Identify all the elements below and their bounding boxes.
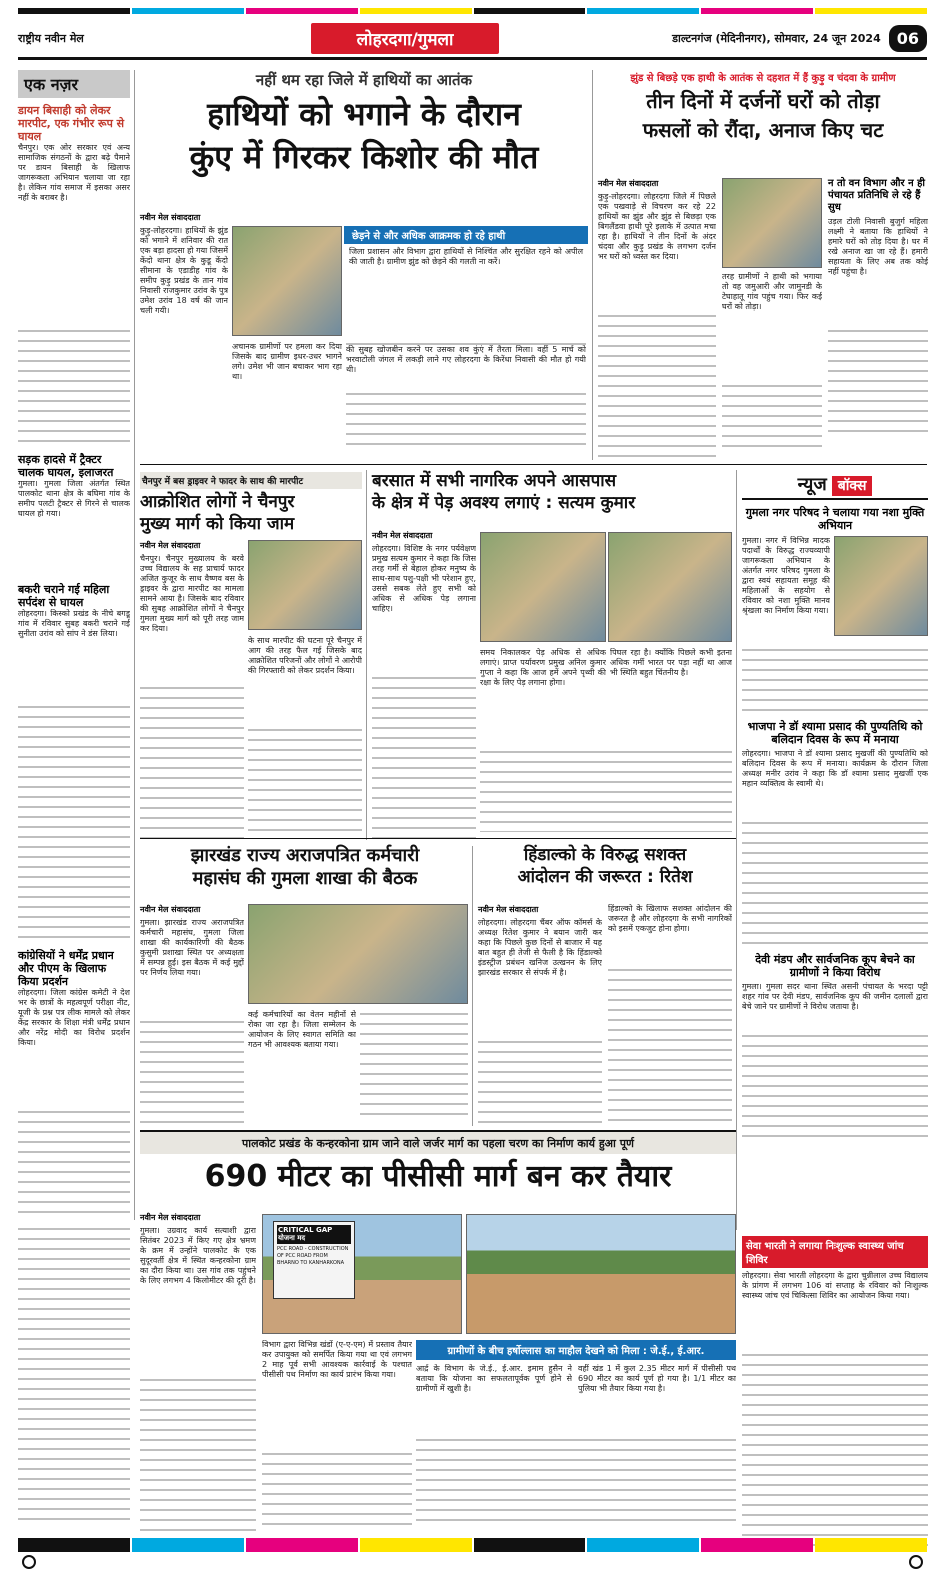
sidebar-item-title: कांग्रेसियों ने धर्मेंद्र प्रधान और पीएम के खिलाफ किया प्रदर्शन <box>18 949 114 988</box>
text-lines <box>478 1038 602 1128</box>
page-number: 06 <box>889 25 927 52</box>
text-lines <box>18 1225 130 1525</box>
news-box-bottom <box>742 1236 928 1551</box>
right-headline: तीन दिनों में दर्जनों घरों को तोड़ा <box>646 89 880 113</box>
right-body-2: तरह ग्रामीणों ने हाथी को भगाया तो वह जमुआरी और जामुनडी के टेघाहातू गांव पहुंच गया। फिर कई घरों को तोड़ा। <box>722 272 822 311</box>
mahasangh-body-2: कई कर्मचारियों का वेतन महीनों से रोका जा रहा है। जिला सम्मेलन के आयोजन के लिए स्वागत समिति का गठन भी आवश्यक बताया गया। <box>248 1010 356 1049</box>
news-box-item-title: भाजपा ने डॉ श्यामा प्रसाद की पुण्यतिथि को बलिदान दिवस के रूप में मनाया <box>747 720 923 746</box>
sidebar-item-body: गुमला। गुमला जिला अंतर्गत स्थित पालकोट थाना क्षेत्र के बघिमा गांव के समीप पलटी ट्रैक्टर से गिरने से चालक घायल हो गया। <box>18 479 130 518</box>
lead-byline-col <box>140 212 228 456</box>
news-box-label-red: बॉक्स <box>832 476 873 496</box>
right-side-title: न तो वन विभाग और न ही पंचायत प्रतिनिधि ले रहे हैं सुध <box>828 178 926 213</box>
road-kicker-band <box>140 1130 736 1154</box>
text-lines <box>18 1108 130 1218</box>
chainpur-body-2: के साथ मारपीट की घटना पूरे चैनपुर में आग की तरह फैल गई जिसके बाद आक्रोशित परिजनों और लोगों ने आरोपी की गिरफ्तारी को लेकर प्रदर्शन किया। <box>248 636 362 675</box>
byline: नवीन मेल संवाददाता <box>598 179 659 188</box>
news-box-item-body: लोहरदगा। भाजपा ने डॉ श्यामा प्रसाद मुखर्जी की पुण्यतिथि को बलिदान दिवस के रूप में मनाया। कार्यक्रम के दौरान जिला अध्यक्ष मनीर उरांव ने कहा कि डॉ श्यामा प्रसाद मुखर्जी एक महान व्यक्तित्व के स्वामी थे। <box>742 749 928 788</box>
lead-body-3: अचानक ग्रामीणों पर हमला कर दिया जिसके बाद ग्रामीण इधर-उधर भागने लगे। उमेश भी जान बचाकर भाग रहा था। <box>232 342 342 381</box>
byline: नवीन मेल संवाददाता <box>140 213 201 222</box>
tree-body-2: समय निकालकर पेड़ अधिक से अधिक लगाएं। प्राप्त पर्यावरण प्रमुख अनिल कुमार गुप्ता ने कहा कि आज हमें अपने पृथ्वी की रक्षा के लिए पेड़ लगाना होगा। <box>480 648 606 687</box>
lead-body: कुड़ु-लोहरदगा। हाथियों के झुंड को भगाने में शनिवार की रात एक बड़ा हादसा हो गया जिसमें केंदो थाना क्षेत्र के कुडू केंदो सीमाना के एडाडीह गांव के समीप कुड़ु प्रखंड के तान गांव निवासी राजकुमार उरांव के पुत्र उमेश उरांव 18 वर्ष की जान चली गयी। <box>140 226 228 315</box>
text-lines <box>480 748 732 832</box>
text-lines <box>416 1436 736 1528</box>
tree-story <box>372 472 732 513</box>
road-headline: 690 मीटर का पीसीसी मार्ग बन कर तैयार <box>204 1159 672 1194</box>
text-lines <box>18 327 130 447</box>
road-body-4: वहीं खंड 1 में कुल 2.35 मीटर मार्ग में पीसीसी पथ 690 मीटर का कार्य पूर्ण हो गया है। 1/1 मीटर का पुलिया भी तैयार किया गया है। <box>578 1364 736 1393</box>
lead-ribbon-wrap <box>344 226 588 244</box>
board-title: CRITICAL GAP योजना मद <box>277 1225 351 1244</box>
lead-kicker: नहीं थम रहा जिले में हाथियों का आतंक <box>255 71 473 89</box>
sidebar-item-title: बकरी चराने गई महिला सर्पदंश से घायल <box>18 583 110 609</box>
chainpur-story <box>140 472 362 534</box>
sidebar-ek-nazar <box>18 70 130 1220</box>
text-lines <box>742 1351 928 1551</box>
tree-photo <box>608 532 732 642</box>
text-lines <box>372 674 476 844</box>
sidebar-item-body: लोहरदगा। किस्को प्रखंड के नीचे बगडू गांव में रविवार सुबह बकरी चराने गई सुनीता उरांव को सांप ने डंस लिया। <box>18 609 130 638</box>
road-body-3: आर्द्र के विभाग के जे.ई., ई.आर. इमाम हुसैन ने बताया कि योजना का सफलतापूर्वक पूर्ण होने से ग्रामीणों में खुशी है। <box>416 1364 572 1393</box>
tree-photo <box>480 532 606 642</box>
news-box-item-title: देवी मंडप और सार्वजनिक कूप बेचने का ग्रामीणों ने किया विरोध <box>755 953 915 979</box>
road-col-1 <box>140 1212 256 1536</box>
road-body: गुमला। उग्रवाद कार्य सत्याशी द्वारा सितंबर 2023 में किए गए क्षेत्र भ्रमण के क्रम में उन्होंने पालकोट के एक सुदूरवर्ती क्षेत्र में स्थित कन्हरकोना ग्राम का दौरा किया था। उस गांव तक पहुंचने के लिए लगभग 4 किलोमीटर की दूरी है। <box>140 1226 256 1285</box>
news-box-item-body: गुमला। गुमला सदर थाना स्थित असनी पंचायत के भरदा पट्टी शहर गांव पर देवी मंडप, सार्वजनिक कूप की जमीन दलालों द्वारा बेचे जाने पर ग्रामीणों ने विरोध जताया है। <box>742 982 928 1011</box>
road-photo-2 <box>466 1214 736 1334</box>
text-lines <box>262 1450 412 1530</box>
tree-headline: के क्षेत्र में पेड़ अवश्य लगाएं : सत्यम कुमार <box>372 492 636 513</box>
chainpur-headline: आक्रोशित लोगों ने चैनपुर <box>140 492 295 512</box>
tree-body-3: पिघल रहा है। क्योंकि पिछले कभी इतना अधिक गर्मी भारत पर पड़ा नहीं था आज भी स्थिति बहुत चिंतनीय है। <box>610 648 732 677</box>
hindalco-headline: आंदोलन की जरूरत : रितेश <box>517 866 693 887</box>
board-sub: PCC ROAD - CONSTRUCTION OF PCC ROAD FROM BHARNO TO KANHARKONA <box>277 1246 349 1266</box>
tree-headline: बरसात में सभी नागरिक अपने आसपास <box>372 471 617 491</box>
sidebar-item-title: सड़क हादसे में ट्रैक्टर चालक घायल, इलाजरत <box>18 453 114 479</box>
chainpur-photo <box>248 540 362 630</box>
right-side-body: उड़ल टोली निवासी बुजुर्ग महिला लक्ष्मी ने बताया कि हाथियों ने हमारे घरों को तोड़ दिया है। घर में रखे अनाज खा जा रहे हैं। हमारी सहायता के लिए अब तक कोई नहीं पहुंचा है। <box>828 217 928 276</box>
project-board <box>273 1221 355 1299</box>
text-lines <box>742 819 928 949</box>
hindalco-story <box>478 846 732 887</box>
chainpur-headline: मुख्य मार्ग को किया जाम <box>140 513 295 534</box>
chainpur-kicker: चैनपुर में बस ड्राइवर ने फादर के साथ की मारपीट <box>140 472 362 489</box>
registration-mark-icon <box>22 1555 36 1569</box>
tree-body: लोहरदगा। विशिष्ट के नगर पर्यवेक्षण प्रमुख सत्यम कुमार ने कहा कि जिस तरह गर्मी से बेहाल होकर मनुष्य के साथ-साथ पशु-पक्षी भी परेशान हुए, उससे सबक लेते हुए सभी को अधिक से अधिक पेड़ लगाना चाहिए। <box>372 544 476 613</box>
byline: नवीन मेल संवाददाता <box>478 905 539 914</box>
text-lines <box>598 312 716 462</box>
road-body-2: विभाग द्वारा विभिन्न खंडों (ए-ए-एम) में प्रस्ताव तैयार कर उपायुक्त को समर्पित किया गया था एवं लगभग 2 माह पूर्व सभी आवश्यक कार्रवाई के पश्चात पीसीसी पथ निर्माण का कार्य प्रारंभ किया गया। <box>262 1340 412 1379</box>
lead-headline: कुंए में गिरकर किशोर की मौत <box>189 137 539 176</box>
road-kicker: पालकोट प्रखंड के कन्हरकोना ग्राम जाने वाले जर्जर मार्ग का पहला चरण का निर्माण कार्य हुआ पूर्ण <box>242 1136 634 1150</box>
text-lines <box>140 1376 256 1536</box>
mahasangh-headline: महासंघ की गुमला शाखा की बैठक <box>192 867 418 889</box>
text-lines <box>140 684 244 844</box>
road-banner-box <box>416 1340 736 1360</box>
news-box-photo <box>834 536 928 636</box>
news-box-item-title: गुमला नगर परिषद ने चलाया गया नशा मुक्ति अभियान <box>745 506 925 532</box>
chainpur-body: चैनपुर। चैनपुर मुख्यालय के बरवे उच्च विद्यालय के सह प्राचार्य फादर अजित कुजूर के साथ वैष्णव बस के ड्राइवर के द्वारा मारपीट का मामला सामने आया है। जिसके बाद रविवार की सुबह आक्रोशित लोगों ने चैनपुर गुमला मुख्य मार्ग को पूरी तरह जाम कर दिया। <box>140 554 244 633</box>
news-box-item-body: गुमला। नगर में विभिन्न मादक पदार्थों के विरुद्ध राज्यव्यापी जागरूकता अभियान के अंतर्गत नगर परिषद गुमला के द्वारा स्वयं सहायता समूह की महिलाओं के सहयोग से रविवार को नशा मुक्ति मानव श्रृंखला का निर्माण किया गया। <box>742 536 830 615</box>
lead-headline: हाथियों को भगाने के दौरान <box>207 95 521 133</box>
text-lines <box>608 966 732 1122</box>
text-lines <box>742 1032 928 1142</box>
byline: नवीन मेल संवाददाता <box>140 541 201 550</box>
color-registration-strip <box>18 8 927 14</box>
news-box-item-body: लोहरदगा। सेवा भारती लोहरदगा के द्वारा चुन्नीलाल उच्च विद्यालय के प्रांगण में लगभग 106 वां सप्ताह के रविवार को निःशुल्क स्वास्थ्य जांच एवं चिकित्सा शिविर का आयोजन किया गया। <box>742 1271 928 1300</box>
mahasangh-photo <box>248 904 468 1004</box>
text-lines <box>18 703 130 943</box>
text-lines <box>742 646 928 716</box>
right-body: कुड़ु-लोहरदगा। लोहरदगा जिले में पिछले एक पखवाड़े से विचरण कर रहे 22 हाथियों का झुंड और झुंड से बिछड़ा एक बिगलैंडवा हाथी पूरे इलाके में उत्पात मचा रहा है। हाथियों ने तीन दिनों के अंदर चंदवा और कुड़ु प्रखंड के लगभग दर्जन भर घरों को ध्वस्त कर दिया। <box>598 192 716 261</box>
right-photo <box>722 178 822 268</box>
byline: नवीन मेल संवाददाता <box>372 531 433 540</box>
hindalco-body-2: हिंडाल्को के खिलाफ सशक्त आंदोलन की जरूरत है और लोहरदगा के सभी नागरिकों को इसमें एकजुट होना होगा। <box>608 904 732 933</box>
lead-ribbon: छेड़ने से और अधिक आक्रमक हो रहे हाथी <box>344 226 588 244</box>
lead-body-2: जिला प्रशासन और विभाग द्वारा हाथियों से निश्चिंत और सुरक्षित रहने को अपील की जाती है। ग्रामीण झुंड को छेड़ने की गलती ना करें। <box>349 247 583 266</box>
hindalco-headline: हिंडाल्को के विरुद्ध सशक्त <box>523 845 687 865</box>
sidebar-item-title: डायन बिसाही को लेकर मारपीट, एक गंभीर रूप से घायल <box>18 104 125 143</box>
mahasangh-body: गुमला। झारखंड राज्य अराजपत्रित कर्मचारी महासंघ, गुमला जिला शाखा की कार्यकारिणी की बैठक कुसुमी प्रशाखा स्थित पर अध्यक्षता में सम्पन्न हुई। इस बैठक में कई मुद्दों पर निर्णय लिया गया। <box>140 918 244 977</box>
news-box-item-title: सेवा भारती ने लगाया निःशुल्क स्वास्थ्य जांच शिविर <box>742 1236 928 1268</box>
newspaper-logo: राष्ट्रीय नवीन मेल <box>18 32 84 45</box>
masthead <box>18 20 927 60</box>
mahasangh-col-1 <box>140 904 244 1128</box>
byline: नवीन मेल संवाददाता <box>140 1213 201 1222</box>
hindalco-body: लोहरदगा। लोहरदगा चैंबर ऑफ कॉमर्स के अध्यक्ष रितेश कुमार ने बयान जारी कर कहा कि पिछले कुछ दिनों से बाजार में यह बात बहुत ही तेजी से फैली है कि हिंडाल्को इंडस्ट्रीज प्रबंधन खनिज उत्खनन के लिए झारखंड सरकार से संपर्क में है। <box>478 918 602 977</box>
chainpur-col-1 <box>140 540 244 844</box>
news-box-label: न्यूज <box>797 474 827 495</box>
right-kicker: झुंड से बिछड़े एक हाथी के आतंक से दहशत में हैं कुड़ु व चंदवा के ग्रामीण <box>630 73 896 84</box>
dateline: डाल्टनगंज (मेदिनीनगर), सोमवार, 24 जून 2024 <box>672 32 881 45</box>
lead-body-4: की सुबह खोजबीन करने पर उसका शव कुंएं में तैरता मिला। वहीं 5 मार्च को भरवाटोली जंगल में लकड़ी लाने गए लोहरदगा के किरेंधा निवासी की मौत हो गयी थी। <box>346 345 586 390</box>
news-box <box>742 472 928 1232</box>
road-photo <box>262 1214 462 1334</box>
sidebar-item-body: चैनपुर। एक ओर सरकार एवं अन्य सामाजिक संगठनों के द्वारा बढ़े पैमाने पर डायन बिसाही के खिलाफ जागरूकता अभियान चलाया जा रहा है। लेकिन गांव समाज में इसका असर नहीं के बराबर है। <box>18 143 130 202</box>
right-headline: फसलों को रौंदा, अनाज किए चट <box>642 118 884 142</box>
text-lines <box>722 382 822 452</box>
right-side-box <box>828 178 928 437</box>
text-lines <box>140 1018 244 1128</box>
right-col-1 <box>598 178 716 462</box>
section-title: लोहरदगा/गुमला <box>311 23 500 54</box>
hindalco-col-1 <box>478 904 602 1128</box>
mahasangh-story <box>140 846 470 889</box>
text-lines <box>248 726 362 832</box>
lead-photo <box>232 226 342 336</box>
sidebar-label: एक नज़र <box>24 75 79 94</box>
mahasangh-headline: झारखंड राज्य अराजपत्रित कर्मचारी <box>190 845 420 866</box>
road-headline-wrap <box>140 1160 736 1195</box>
road-col-2 <box>262 1340 412 1530</box>
byline: नवीन मेल संवाददाता <box>140 905 201 914</box>
sidebar-item-body: लोहरदगा। जिला कांग्रेस कमेटी ने देश भर के छात्रों के महत्वपूर्ण परीक्षा नीट, यूजी के प्रश्न पत्र लीक मामले को लेकर केंद्र सरकार के शिक्षा मंत्री धर्मेंद्र प्रधान और नरेंद्र मोदी का विरोध प्रदर्शन किया। <box>18 988 130 1047</box>
registration-mark-icon <box>909 1555 923 1569</box>
sidebar-label-box <box>18 70 130 98</box>
text-lines <box>828 327 928 437</box>
bottom-color-strip <box>18 1538 927 1552</box>
tree-col-1 <box>372 530 476 844</box>
text-lines <box>360 1010 468 1122</box>
road-banner: ग्रामीणों के बीच हर्षोल्लास का माहौल देखने को मिला : जे.ई., ई.आर. <box>447 1346 705 1357</box>
